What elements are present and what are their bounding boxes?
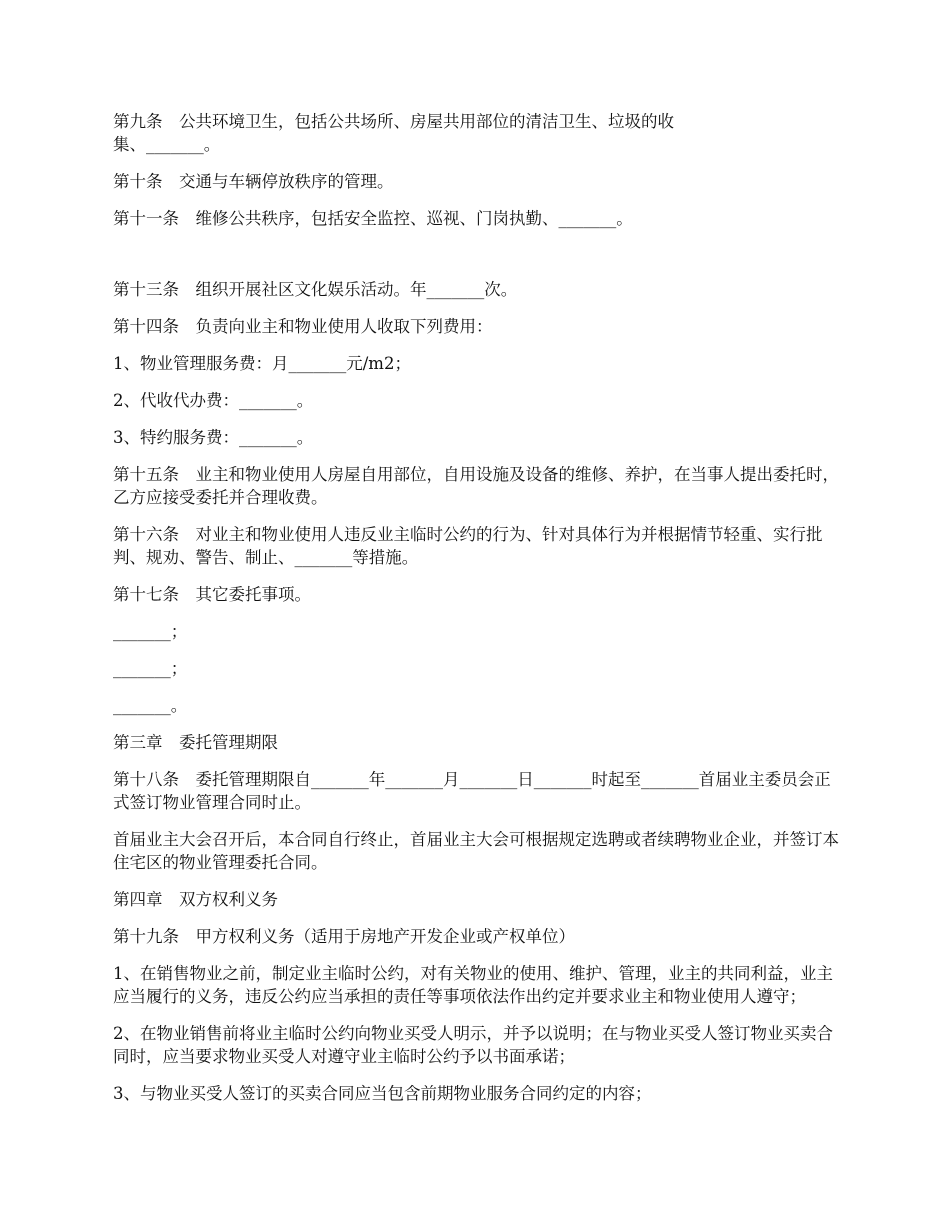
blank-item-1: _______； <box>113 622 188 641</box>
article-16: 第十六条 对业主和物业使用人违反业主临时公约的行为、针对具体行为并根据情节轻重、实行批判、规劝、警告、制止、_______等措施。 <box>113 525 823 567</box>
blank-gap <box>113 244 843 278</box>
fee-item-3: 3、特约服务费：_______。 <box>113 428 314 447</box>
party-a-duty-3: 3、与物业买受人签订的买卖合同应当包含前期物业服务合同约定的内容； <box>113 1084 652 1103</box>
chapter-4-heading: 第四章 双方权利义务 <box>113 890 278 909</box>
article-14: 第十四条 负责向业主和物业使用人收取下列费用： <box>113 317 493 336</box>
blank-item-2: _______； <box>113 659 188 678</box>
article-9: 第九条 公共环境卫生，包括公共场所、房屋共用部位的清洁卫生、垃圾的收 集、_______。 <box>113 112 674 154</box>
fee-item-2: 2、代收代办费：_______。 <box>113 391 314 410</box>
fee-item-1: 1、物业管理服务费：月_______元/m2； <box>113 354 411 373</box>
party-a-duty-2: 2、在物业销售前将业主临时公约向物业买受人明示，并予以说明；在与物业买受人签订物业买卖合同时，应当要求物业买受人对遵守业主临时公约予以书面承诺； <box>113 1024 833 1066</box>
party-a-duty-1: 1、在销售物业之前，制定业主临时公约，对有关物业的使用、维护、管理，业主的共同利益，业主应当履行的义务，违反公约应当承担的责任等事项依法作出约定并要求业主和物业使用人遵守； <box>113 964 833 1006</box>
article-18-note: 首届业主大会召开后，本合同自行终止，首届业主大会可根据规定选聘或者续聘物业企业，并签订本住宅区的物业管理委托合同。 <box>113 830 839 872</box>
article-11: 第十一条 维修公共秩序，包括安全监控、巡视、门岗执勤、_______。 <box>113 209 633 228</box>
document-body <box>113 110 843 1119</box>
article-10: 第十条 交通与车辆停放秩序的管理。 <box>113 172 394 191</box>
article-13: 第十三条 组织开展社区文化娱乐活动。年_______次。 <box>113 280 518 299</box>
article-17: 第十七条 其它委托事项。 <box>113 585 311 604</box>
article-18: 第十八条 委托管理期限自_______年_______月_______日_______时起至_______首届业主委员会正式签订物业管理合同时止。 <box>113 770 831 812</box>
blank-item-3: _______。 <box>113 696 188 715</box>
article-15: 第十五条 业主和物业使用人房屋自用部位，自用设施及设备的维修、养护，在当事人提出委托时，乙方应接受委托并合理收费。 <box>113 465 839 507</box>
chapter-3-heading: 第三章 委托管理期限 <box>113 733 278 752</box>
article-19: 第十九条 甲方权利义务（适用于房地产开发企业或产权单位） <box>113 927 575 946</box>
